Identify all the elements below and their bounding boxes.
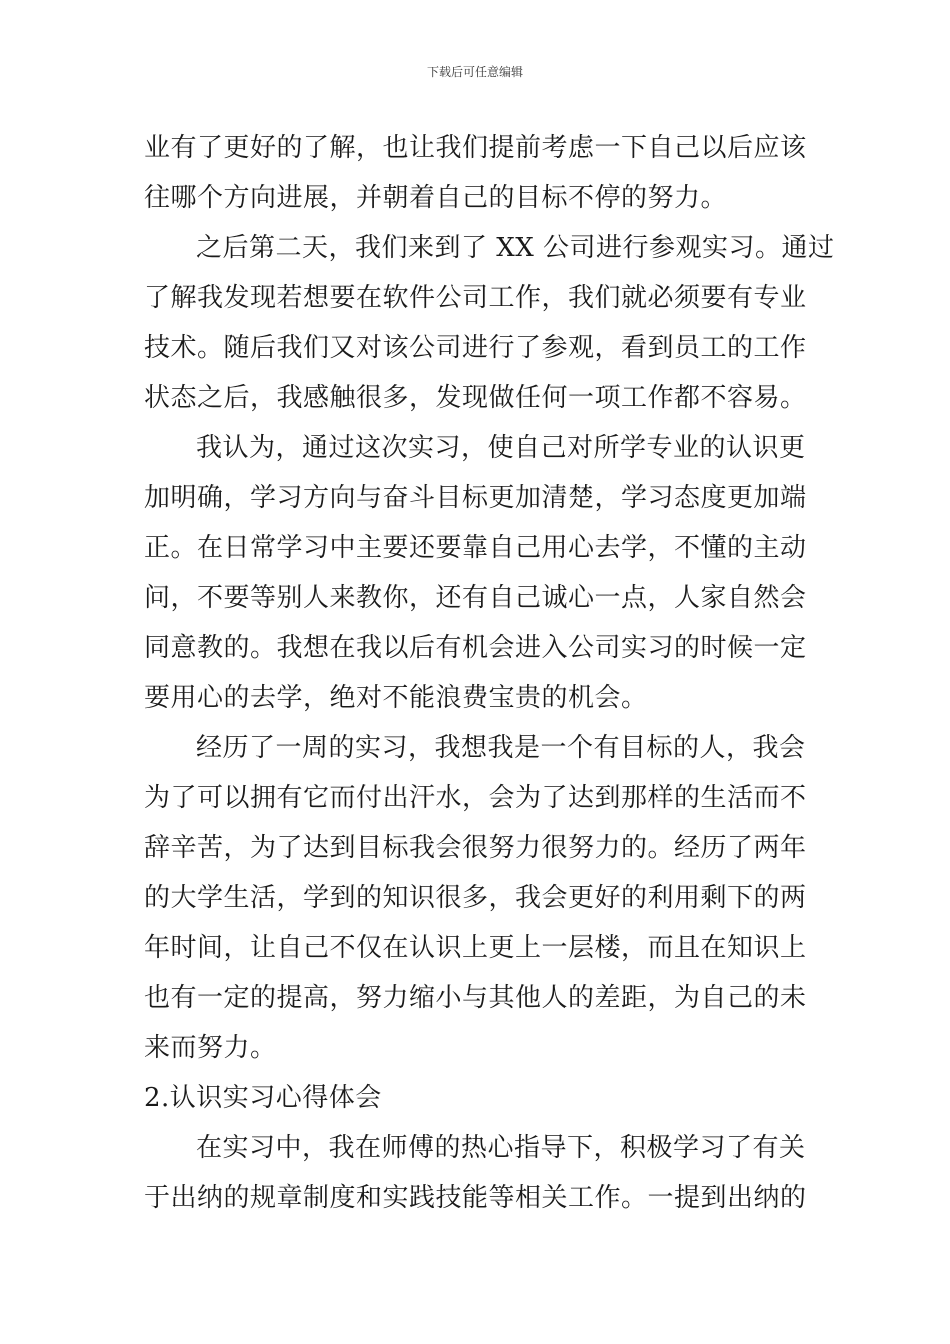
text-line: 正。在日常学习中主要还要靠自己用心去学，不懂的主动 (144, 533, 807, 563)
text-line: 于出纳的规章制度和实践技能等相关工作。一提到出纳的 (144, 1183, 807, 1213)
text-line: 同意教的。我想在我以后有机会进入公司实习的时候一定 (144, 633, 807, 663)
document-body (144, 123, 835, 1223)
text-line: 年时间，让自己不仅在认识上更上一层楼，而且在知识上 (144, 933, 807, 963)
text-line: 问，不要等别人来教你，还有自己诚心一点，人家自然会 (144, 583, 807, 613)
text-line: 加明确，学习方向与奋斗目标更加清楚，学习态度更加端 (144, 483, 807, 513)
text-line: 的大学生活，学到的知识很多，我会更好的利用剩下的两 (144, 883, 807, 913)
text-line: 辞辛苦，为了达到目标我会很努力很努力的。经历了两年 (144, 833, 807, 863)
paragraph-first-line: 我认为，通过这次实习，使自己对所学专业的认识更 (196, 433, 806, 463)
text-line: 技术。随后我们又对该公司进行了参观，看到员工的工作 (144, 333, 807, 363)
text-line: 了解我发现若想要在软件公司工作，我们就必须要有专业 (144, 283, 807, 313)
paragraph-first-line: 经历了一周的实习，我想我是一个有目标的人，我会 (196, 733, 806, 763)
text-line: 业有了更好的了解，也让我们提前考虑一下自己以后应该 (144, 133, 807, 163)
page-header: 下载后可任意编辑 (426, 65, 523, 79)
text-line: 状态之后，我感触很多，发现做任何一项工作都不容易。 (144, 383, 807, 413)
paragraph-first-line: 在实习中，我在师傅的热心指导下，积极学习了有关 (196, 1133, 806, 1163)
text-line: 来而努力。 (144, 1033, 277, 1063)
text-line: 往哪个方向进展，并朝着自己的目标不停的努力。 (144, 183, 728, 213)
text-line: 为了可以拥有它而付出汗水，会为了达到那样的生活而不 (144, 783, 807, 813)
text-line: 要用心的去学，绝对不能浪费宝贵的机会。 (144, 683, 648, 713)
text-line: 也有一定的提高，努力缩小与其他人的差距，为自己的未 (144, 983, 807, 1013)
section-heading: 2.认识实习心得体会 (144, 1083, 382, 1113)
paragraph-first-line: 之后第二天，我们来到了 XX 公司进行参观实习。通过 (196, 233, 835, 263)
